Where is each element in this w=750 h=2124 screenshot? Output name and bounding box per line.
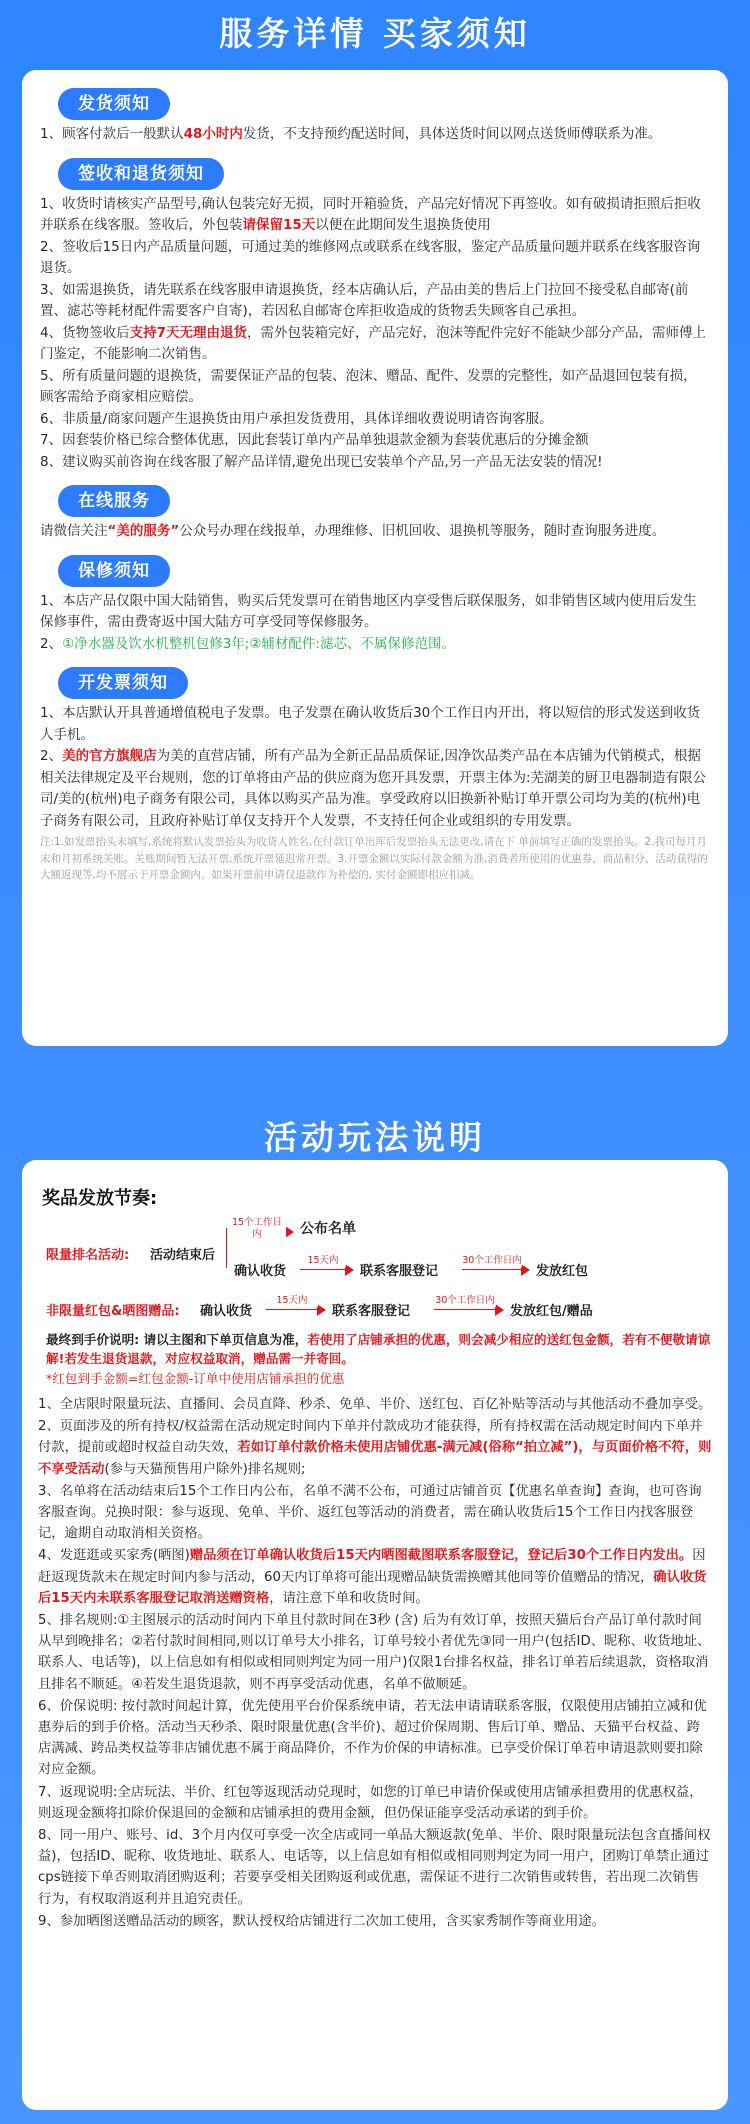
shipping-section bbox=[40, 82, 710, 146]
rule-8: 8、同一用户、账号、id、3个月内仅可享受一次全店或同一单品大额返款(免单、半价、限时限量玩法包含直播间权益)，包括ID、昵称、收货地址、联系人、电话等，以上信息如有相似或相同则判定为同一用户，团购订单禁止通过cps链接下单否则取消团购返利；若要享受相关团购返利或优惠，需保证不进行二次销售或转售，若出现二次销售行为，有权取消返利并且追究责任。 bbox=[38, 1828, 711, 1907]
invoice-p2: 2、美的官方旗舰店为美的直营店铺，所有产品为全新正品品质保证,因净饮品类产品在本店铺为代销模式，根据相关法律规定及平台规则，您的订单将由产品的供应商为您开具发票，开票主体为:芜湖美的厨卫电器制造有限公司/美的(杭州)电子商务有限公司，具体以购买产品为准。享受政府以旧换新补贴订单开票公司均为美的(杭州)电子商务有限公司，且政府补贴订单仅支持开个人发票，不支持任何企业或组织的专用发票。 bbox=[40, 748, 707, 829]
rule-4: 4、发逛逛或买家秀(晒图)赠品须在订单确认收货后15天内晒图截图联系客服登记，登记后30个工作日内发出。因赶返现货款未在规定时间内参与活动，60天内订单将可能出现赠品缺货需换赠其他同等价值赠品的情况，确认收货后15天内未联系客服登记取消送赠资格，请注意下单和收货时间。 bbox=[38, 1548, 707, 1606]
flow-arrow-30days-2: 30个工作日内 bbox=[434, 1302, 504, 1318]
cs-register-label: 联系客服登记 bbox=[360, 1264, 439, 1279]
flow-brace bbox=[226, 1228, 227, 1268]
online-p1: 请微信关注“美的服务”公众号办理在线报单，办理维修、旧机回收、退换机等服务，随时查询服务进度。 bbox=[40, 523, 666, 539]
activity-title: 活动玩法说明 bbox=[264, 1118, 486, 1157]
packet-formula: *红包到手金额=红包金额-订单中使用店铺承担的优惠 bbox=[46, 1371, 345, 1386]
shipping-p1: 1、顾客付款后一般默认48小时内发货，不支持预约配送时间，具体送货时间以网点送货师傅联系为准。 bbox=[40, 126, 662, 142]
returns-p2: 2、签收后15日内产品质量问题，可通过美的维修网点或联系在线客服，鉴定产品质量问题并联系在线客服咨询退货。 bbox=[40, 238, 701, 276]
rule-1: 1、全店限时限量玩法、直播间、会员直降、秒杀、免单、半价、送红包、百亿补贴等活动与其他活动不叠加享受。 bbox=[38, 1397, 712, 1412]
returns-p5: 5、所有质量问题的退换货，需要保证产品的包装、泡沫、赠品、配件、发票的完整性，如产品退回包装有损，顾客需给予商家相应赔偿。 bbox=[40, 367, 697, 405]
returns-p4: 4、货物签收后支持7天无理由退货，需外包装箱完好，产品完好，泡沫等配件完好不能缺少部分产品，需师傅上门鉴定，不能影响二次销售。 bbox=[40, 324, 706, 362]
flow-arrow-within15-2: 15天内 bbox=[266, 1302, 326, 1318]
returns-p6: 6、非质量/商家问题产生退换货由用户承担发货费用，具体详细收费说明请咨询客服。 bbox=[40, 410, 553, 427]
invoice-p1: 1、本店默认开具普通增值税电子发票。电子发票在确认收货后30个工作日内开出，将以短信的形式发送到收货人手机。 bbox=[40, 705, 701, 743]
activity-end-label: 活动结束后 bbox=[150, 1248, 216, 1263]
online-label: 在线服务 bbox=[58, 485, 170, 517]
warranty-p2: 2、①净水器及饮水机整机包修3年;②辅材配件:滤芯、不属保修范围。 bbox=[40, 635, 455, 652]
activity-card bbox=[22, 1160, 728, 2110]
cs-register-label-2: 联系客服登记 bbox=[332, 1304, 411, 1319]
prize-flow-diagram bbox=[38, 1218, 712, 1388]
returns-label: 签收和退货须知 bbox=[58, 158, 224, 190]
flow-arrow-within15: 15天内 bbox=[300, 1262, 354, 1278]
final-price-note: 最终到手价说明: 请以主图和下单页信息为准，若使用了店铺承担的优惠，则会减少相应的送红包金额，若有不便敬请谅解!若发生退货退款，对应权益取消，赠品需一并寄回。 bbox=[46, 1332, 711, 1366]
warranty-section bbox=[40, 549, 710, 656]
confirm-receipt-label-2: 确认收货 bbox=[200, 1304, 253, 1319]
returns-p3: 3、如需退换货，请先联系在线客服申请退换货，经本店确认后，产品由美的售后上门拉回不接受私自邮寄(前置、滤芯等耗材配件需要客户自寄)，若因私自邮寄仓库拒收造成的货物丢失顾客自己承担。 bbox=[40, 281, 689, 319]
service-title: 服务详情 买家须知 bbox=[219, 14, 531, 53]
publish-list-label: 公布名单 bbox=[300, 1221, 356, 1237]
flow-arrow-30days: 30个工作日内 bbox=[462, 1262, 530, 1278]
invoice-section bbox=[40, 661, 710, 884]
warranty-label: 保修须知 bbox=[58, 555, 170, 587]
returns-p8: 8、建议购买前咨询在线客服了解产品详情,避免出现已安装单个产品,另一产品无法安装的情况! bbox=[40, 453, 603, 470]
service-card bbox=[22, 70, 728, 1046]
rule-7: 7、返现说明:全店玩法、半价、红包等返现活动兑现时，如您的订单已申请价保或使用店铺承担费用的优惠权益，则返现金额将扣除价保退回的金额和店铺承担的费用金额，但仍保证能享受活动承诺的到手价。 bbox=[38, 1784, 703, 1821]
shipping-label: 发货须知 bbox=[58, 88, 170, 120]
returns-section bbox=[40, 152, 710, 474]
send-gift-label: 发放红包/赠品 bbox=[510, 1304, 593, 1319]
warranty-p1: 1、本店产品仅限中国大陆销售，购买后凭发票可在销售地区内享受售后联保服务，如非销售区域内使用后发生保修事件，需由费寄返中国大陆方可享受同等保修服务。 bbox=[40, 592, 697, 630]
returns-p1: 1、收货时请核实产品型号,确认包装完好无损，同时开箱验货，产品完好情况下再签收。如有破损请拒照后拒收并联系在线客服。签收后，外包装请保留15天以便在此期间发生退换货使用 bbox=[40, 195, 701, 233]
prize-schedule-heading: 奖品发放节奏: bbox=[42, 1188, 158, 1209]
rule-3: 3、名单将在活动结束后15个工作日内公布，名单不满不公布，可通过店铺首页【优惠名单查询】查询，也可咨询客服查询。兑换时限：参与返现、免单、半价、返红包等活动的消费者，需在确认收货后15个工作日内找客服登记，逾期自动取消相关资格。 bbox=[38, 1483, 702, 1542]
rule-5: 5、排名规则:①主图展示的活动时间内下单且付款时间在3秒 (含) 后为有效订单，按照天猫后台产品订单付款时间从早到晚排名；②若付款时间相同,则以订单号大小排名，订单号较小者优先③同一用户(包括ID、昵称、收货地址、联系人、电话等)，以上信息如有相似或相同则判定为同一用户)仅限1台排名权益，排名订单若后续退款，资格取消且排名不顺延。④若发生退货退款，则不再享受活动优惠，名单不做顺延。 bbox=[38, 1613, 711, 1692]
rule-2: 2、页面涉及的所有持权/权益需在活动规定时间内下单并付款成功才能获得，所有持权需在活动规定时间内下单并付款，提前或超时权益自动失效，若如订单付款价格未使用店铺优惠-满元减(俗称“拍立减”)，与页面价格不符，则不享受活动(参与天猫预售用户除外)排名规则; bbox=[38, 1419, 712, 1477]
online-section bbox=[40, 479, 710, 543]
invoice-label: 开发票须知 bbox=[58, 667, 188, 699]
rule-9: 9、参加晒图送赠品活动的顾客，默认授权给店铺进行二次加工使用，含买家秀制作等商业用途。 bbox=[38, 1913, 605, 1929]
limited-activity-label: 限量排名活动: bbox=[46, 1248, 130, 1263]
rule-6: 6、价保说明: 按付款时间起计算，优先使用平台价保系统申请，若无法申请请联系客服，仅限使用店铺拍立减和优惠券后的到手价格。活动当天秒杀、限时限量优惠(含半价)、超过价保周期、售后订单、赠品、天猫平台权益、跨店满减、跨品类权益等非店铺优惠不属于商品降价，不作为价保的申请标准。已享受价保订单若申请退款则要扣除对应金额。 bbox=[38, 1698, 707, 1778]
returns-p7: 7、因套装价格已综合整体优惠，因此套装订单内产品单独退款金额为套装优惠后的分摊金额 bbox=[40, 432, 589, 448]
flow-arrow-15days: 15个工作日内 bbox=[228, 1224, 294, 1240]
send-packet-label: 发放红包 bbox=[536, 1264, 589, 1279]
confirm-receipt-label: 确认收货 bbox=[234, 1264, 287, 1279]
invoice-note: 注:1.如发票抬头未填写,系统将默认发票抬头为收货人姓名,在付款订单出库后发票抬头无法更改,请在下 单前填写正确的发票抬头。2.我司每月月末和月初系统关账。关账期间暂无法开票,系统开票延迟常开票。3.开票金额以实际付款金额为准,消费者所使用的优惠券、商品积分、活动获得的大额返现等,均不展示于开票金额内。如果开票前申请仅退款作为补偿的, 实付金额即相应扣减。 bbox=[40, 836, 708, 881]
nonlimited-label: 非限量红包&晒图赠品: bbox=[46, 1304, 180, 1319]
